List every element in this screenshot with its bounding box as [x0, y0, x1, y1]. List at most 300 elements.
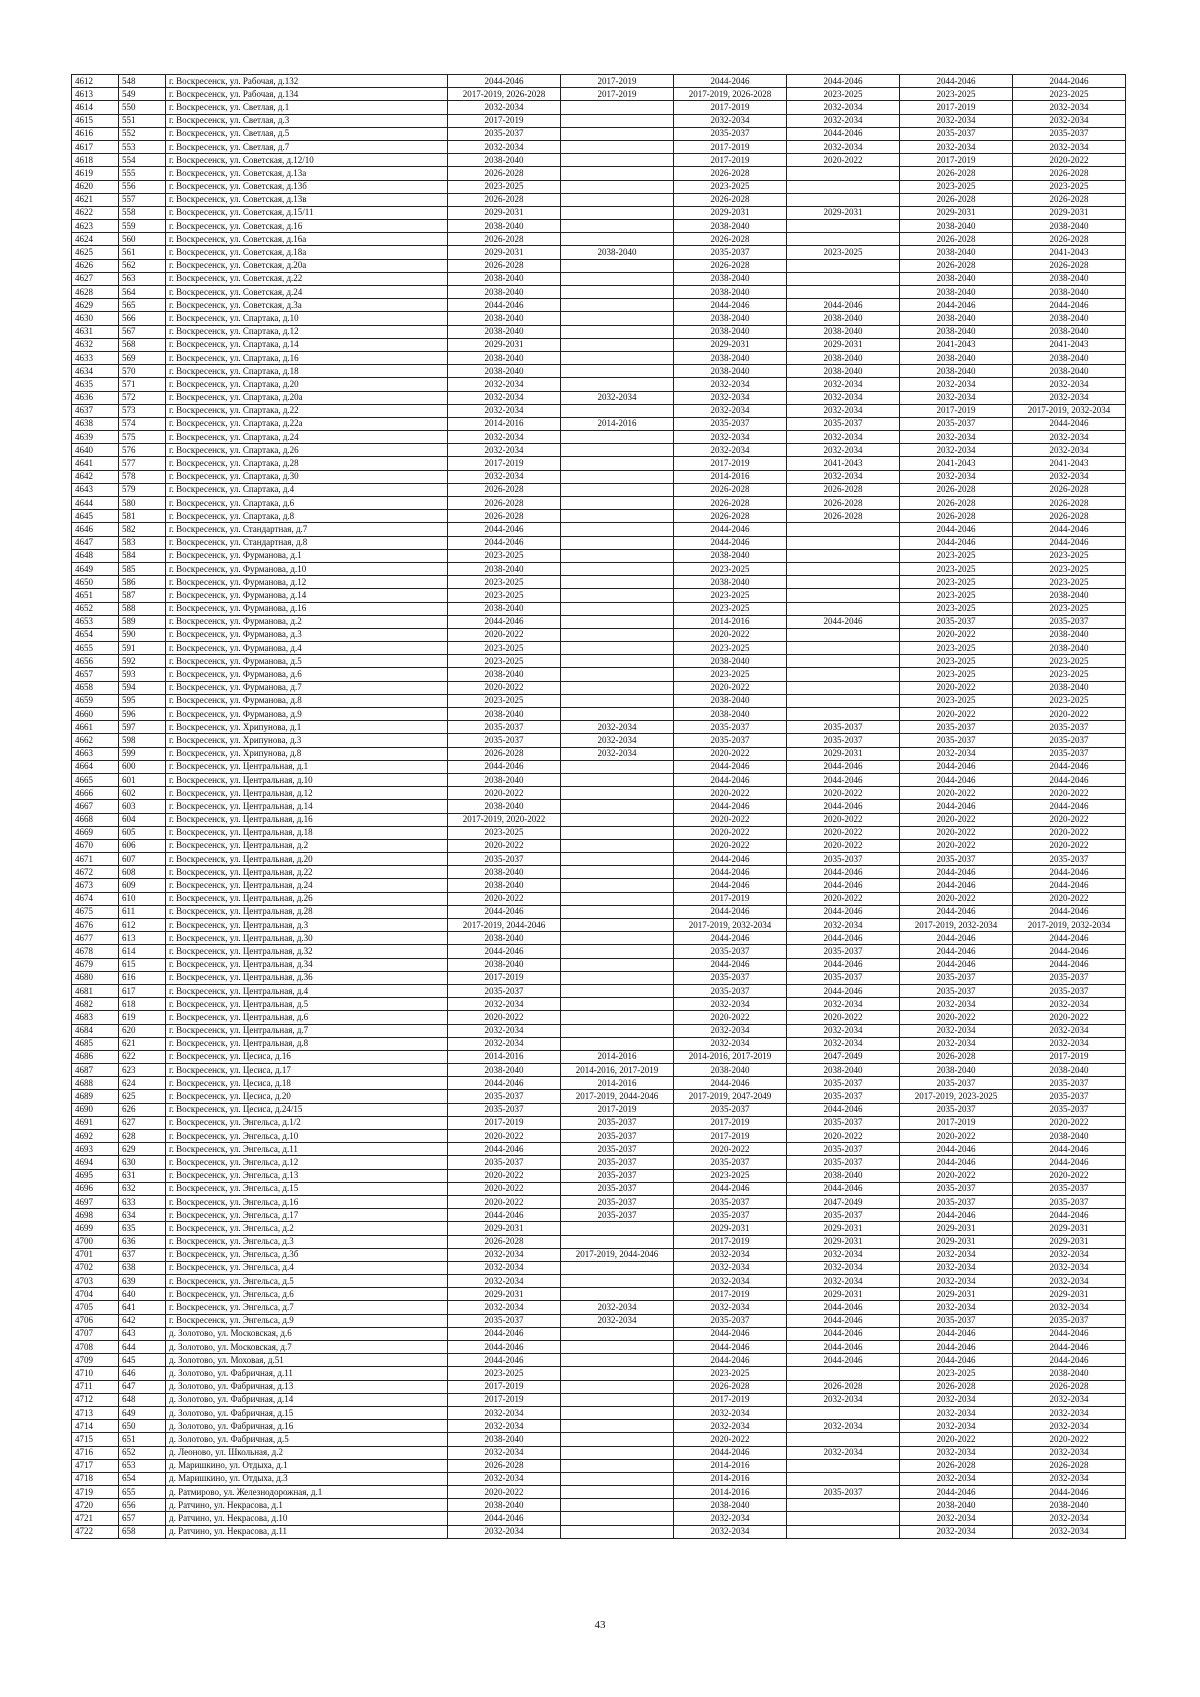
table-row [72, 1354, 1126, 1367]
period-4-cell [787, 233, 900, 246]
period-4-cell: 2044-2046 [787, 1341, 900, 1354]
table-row [72, 1116, 1126, 1129]
period-6-cell: 2026-2028 [1013, 193, 1126, 206]
row-number-cell: 4634 [72, 365, 119, 378]
item-number-cell: 607 [119, 853, 166, 866]
address-cell: г. Воскресенск, ул. Центральная, д.1 [166, 760, 448, 773]
row-number-cell: 4673 [72, 879, 119, 892]
item-number-cell: 625 [119, 1090, 166, 1103]
item-number-cell: 627 [119, 1116, 166, 1129]
period-4-cell: 2044-2046 [787, 1301, 900, 1314]
period-2-cell: 2035-2037 [561, 1182, 674, 1195]
item-number-cell: 600 [119, 760, 166, 773]
row-number-cell: 4658 [72, 681, 119, 694]
item-number-cell: 583 [119, 536, 166, 549]
table-row [72, 286, 1126, 299]
period-1-cell: 2032-2034 [448, 391, 561, 404]
period-1-cell: 2032-2034 [448, 1275, 561, 1288]
period-1-cell: 2023-2025 [448, 576, 561, 589]
period-4-cell: 2035-2037 [787, 1156, 900, 1169]
period-5-cell: 2032-2034 [900, 140, 1013, 153]
period-5-cell: 2038-2040 [900, 351, 1013, 364]
item-number-cell: 593 [119, 668, 166, 681]
address-cell: г. Воскресенск, ул. Советская, д.22 [166, 272, 448, 285]
table-row [72, 681, 1126, 694]
period-5-cell: 2044-2046 [900, 523, 1013, 536]
row-number-cell: 4652 [72, 602, 119, 615]
item-number-cell: 634 [119, 1209, 166, 1222]
period-1-cell: 2017-2019 [448, 114, 561, 127]
table-row [72, 1090, 1126, 1103]
address-cell: г. Воскресенск, ул. Спартака, д.12 [166, 325, 448, 338]
period-2-cell [561, 378, 674, 391]
period-6-cell: 2044-2046 [1013, 773, 1126, 786]
period-4-cell: 2044-2046 [787, 127, 900, 140]
period-3-cell: 2038-2040 [674, 1064, 787, 1077]
address-cell: г. Воскресенск, ул. Советская, д.13б [166, 180, 448, 193]
period-6-cell: 2044-2046 [1013, 536, 1126, 549]
period-1-cell: 2044-2046 [448, 536, 561, 549]
item-number-cell: 658 [119, 1525, 166, 1538]
address-cell: г. Воскресенск, ул. Спартака, д.24 [166, 431, 448, 444]
period-3-cell: 2023-2025 [674, 562, 787, 575]
table-row [72, 417, 1126, 430]
address-cell: г. Воскресенск, ул. Спартака, д.22 [166, 404, 448, 417]
period-5-cell: 2029-2031 [900, 206, 1013, 219]
table-row [72, 457, 1126, 470]
row-number-cell: 4640 [72, 444, 119, 457]
period-2-cell [561, 813, 674, 826]
period-4-cell [787, 589, 900, 602]
item-number-cell: 640 [119, 1288, 166, 1301]
row-number-cell: 4682 [72, 998, 119, 1011]
period-5-cell: 2044-2046 [900, 879, 1013, 892]
period-4-cell: 2026-2028 [787, 483, 900, 496]
table-row [72, 1327, 1126, 1340]
item-number-cell: 591 [119, 642, 166, 655]
table-row [72, 220, 1126, 233]
address-cell: г. Воскресенск, ул. Центральная, д.32 [166, 945, 448, 958]
period-3-cell: 2038-2040 [674, 708, 787, 721]
period-2-cell [561, 1222, 674, 1235]
period-1-cell: 2038-2040 [448, 286, 561, 299]
period-2-cell [561, 101, 674, 114]
row-number-cell: 4646 [72, 523, 119, 536]
period-2-cell [561, 615, 674, 628]
period-4-cell [787, 681, 900, 694]
address-cell: г. Воскресенск, ул. Советская, д.12/10 [166, 154, 448, 167]
period-3-cell: 2044-2046 [674, 523, 787, 536]
period-6-cell: 2032-2034 [1013, 1261, 1126, 1274]
period-4-cell [787, 536, 900, 549]
table-row [72, 1288, 1126, 1301]
period-3-cell: 2026-2028 [674, 510, 787, 523]
period-2-cell: 2032-2034 [561, 721, 674, 734]
row-number-cell: 4715 [72, 1433, 119, 1446]
row-number-cell: 4716 [72, 1446, 119, 1459]
period-1-cell: 2026-2028 [448, 1459, 561, 1472]
period-3-cell: 2044-2046 [674, 1182, 787, 1195]
period-6-cell: 2044-2046 [1013, 417, 1126, 430]
period-6-cell: 2044-2046 [1013, 1209, 1126, 1222]
period-5-cell: 2026-2028 [900, 259, 1013, 272]
period-1-cell: 2044-2046 [448, 1077, 561, 1090]
period-5-cell: 2035-2037 [900, 1195, 1013, 1208]
period-4-cell [787, 1406, 900, 1419]
row-number-cell: 4654 [72, 628, 119, 641]
period-6-cell: 2023-2025 [1013, 549, 1126, 562]
period-1-cell: 2023-2025 [448, 826, 561, 839]
period-5-cell: 2026-2028 [900, 1380, 1013, 1393]
period-2-cell [561, 800, 674, 813]
period-3-cell: 2044-2046 [674, 1077, 787, 1090]
period-3-cell: 2038-2040 [674, 365, 787, 378]
period-6-cell: 2038-2040 [1013, 589, 1126, 602]
period-4-cell: 2029-2031 [787, 1235, 900, 1248]
period-5-cell: 2038-2040 [900, 286, 1013, 299]
item-number-cell: 621 [119, 1037, 166, 1050]
period-3-cell: 2035-2037 [674, 721, 787, 734]
period-1-cell: 2026-2028 [448, 747, 561, 760]
row-number-cell: 4632 [72, 338, 119, 351]
period-1-cell: 2038-2040 [448, 958, 561, 971]
period-4-cell [787, 628, 900, 641]
item-number-cell: 608 [119, 866, 166, 879]
row-number-cell: 4721 [72, 1512, 119, 1525]
period-2-cell [561, 404, 674, 417]
address-cell: г. Воскресенск, ул. Энгельса, д.4 [166, 1261, 448, 1274]
table-row [72, 958, 1126, 971]
table-row [72, 1143, 1126, 1156]
period-1-cell: 2044-2046 [448, 760, 561, 773]
address-cell: г. Воскресенск, ул. Советская, д.16а [166, 233, 448, 246]
period-2-cell: 2014-2016 [561, 1050, 674, 1063]
address-cell: г. Воскресенск, ул. Стандартная, д.7 [166, 523, 448, 536]
period-6-cell: 2035-2037 [1013, 615, 1126, 628]
address-cell: г. Воскресенск, ул. Центральная, д.28 [166, 905, 448, 918]
address-cell: г. Воскресенск, ул. Центральная, д.18 [166, 826, 448, 839]
item-number-cell: 605 [119, 826, 166, 839]
table-row [72, 180, 1126, 193]
period-6-cell: 2032-2034 [1013, 1406, 1126, 1419]
item-number-cell: 582 [119, 523, 166, 536]
period-5-cell: 2017-2019 [900, 1116, 1013, 1129]
row-number-cell: 4619 [72, 167, 119, 180]
period-4-cell [787, 668, 900, 681]
period-2-cell [561, 919, 674, 932]
period-6-cell: 2035-2037 [1013, 1077, 1126, 1090]
row-number-cell: 4667 [72, 800, 119, 813]
period-3-cell: 2044-2046 [674, 75, 787, 88]
period-2-cell: 2032-2034 [561, 1314, 674, 1327]
period-4-cell: 2038-2040 [787, 351, 900, 364]
address-cell: г. Воскресенск, ул. Фурманова, д.14 [166, 589, 448, 602]
period-1-cell: 2032-2034 [448, 444, 561, 457]
period-4-cell [787, 655, 900, 668]
period-4-cell: 2032-2034 [787, 1037, 900, 1050]
item-number-cell: 619 [119, 1011, 166, 1024]
period-3-cell: 2038-2040 [674, 220, 787, 233]
address-cell: г. Воскресенск, ул. Хрипунова, д.1 [166, 721, 448, 734]
address-cell: г. Воскресенск, ул. Энгельса, д.3 [166, 1235, 448, 1248]
period-6-cell: 2038-2040 [1013, 1064, 1126, 1077]
period-5-cell: 2020-2022 [900, 813, 1013, 826]
period-6-cell: 2044-2046 [1013, 800, 1126, 813]
period-5-cell: 2035-2037 [900, 1182, 1013, 1195]
item-number-cell: 597 [119, 721, 166, 734]
period-5-cell: 2038-2040 [900, 1499, 1013, 1512]
period-3-cell: 2035-2037 [674, 1209, 787, 1222]
table-row [72, 483, 1126, 496]
period-1-cell: 2020-2022 [448, 1130, 561, 1143]
item-number-cell: 637 [119, 1248, 166, 1261]
period-3-cell: 2026-2028 [674, 497, 787, 510]
period-2-cell: 2035-2037 [561, 1143, 674, 1156]
period-3-cell: 2032-2034 [674, 1275, 787, 1288]
period-2-cell [561, 708, 674, 721]
period-3-cell: 2014-2016 [674, 1459, 787, 1472]
period-4-cell: 2038-2040 [787, 1169, 900, 1182]
period-6-cell: 2020-2022 [1013, 1116, 1126, 1129]
period-3-cell: 2044-2046 [674, 879, 787, 892]
period-5-cell: 2023-2025 [900, 602, 1013, 615]
period-2-cell [561, 892, 674, 905]
period-5-cell: 2026-2028 [900, 167, 1013, 180]
period-4-cell: 2020-2022 [787, 154, 900, 167]
row-number-cell: 4704 [72, 1288, 119, 1301]
row-number-cell: 4717 [72, 1459, 119, 1472]
table-row [72, 312, 1126, 325]
period-1-cell: 2035-2037 [448, 1103, 561, 1116]
item-number-cell: 552 [119, 127, 166, 140]
period-4-cell: 2044-2046 [787, 615, 900, 628]
period-5-cell: 2026-2028 [900, 1459, 1013, 1472]
period-5-cell: 2020-2022 [900, 787, 1013, 800]
period-4-cell: 2029-2031 [787, 1222, 900, 1235]
address-cell: г. Воскресенск, ул. Энгельса, д.6 [166, 1288, 448, 1301]
period-1-cell: 2029-2031 [448, 206, 561, 219]
period-1-cell: 2044-2046 [448, 905, 561, 918]
item-number-cell: 578 [119, 470, 166, 483]
period-2-cell: 2014-2016, 2017-2019 [561, 1064, 674, 1077]
table-row [72, 536, 1126, 549]
period-4-cell: 2041-2043 [787, 457, 900, 470]
period-5-cell: 2023-2025 [900, 549, 1013, 562]
item-number-cell: 550 [119, 101, 166, 114]
period-2-cell [561, 932, 674, 945]
period-6-cell: 2026-2028 [1013, 233, 1126, 246]
period-2-cell [561, 431, 674, 444]
table-row [72, 826, 1126, 839]
period-4-cell: 2029-2031 [787, 747, 900, 760]
row-number-cell: 4676 [72, 919, 119, 932]
row-number-cell: 4647 [72, 536, 119, 549]
address-cell: г. Воскресенск, ул. Советская, д.13в [166, 193, 448, 206]
period-6-cell: 2032-2034 [1013, 101, 1126, 114]
period-2-cell [561, 1393, 674, 1406]
period-6-cell: 2032-2034 [1013, 140, 1126, 153]
period-5-cell: 2032-2034 [900, 747, 1013, 760]
period-5-cell: 2020-2022 [900, 681, 1013, 694]
period-2-cell [561, 351, 674, 364]
period-6-cell: 2035-2037 [1013, 984, 1126, 997]
table-row [72, 1275, 1126, 1288]
period-3-cell: 2038-2040 [674, 549, 787, 562]
period-6-cell: 2020-2022 [1013, 1433, 1126, 1446]
period-4-cell: 2020-2022 [787, 839, 900, 852]
row-number-cell: 4689 [72, 1090, 119, 1103]
period-4-cell [787, 180, 900, 193]
row-number-cell: 4710 [72, 1367, 119, 1380]
address-cell: г. Воскресенск, ул. Цесиса, д.18 [166, 1077, 448, 1090]
period-4-cell: 2047-2049 [787, 1195, 900, 1208]
row-number-cell: 4622 [72, 206, 119, 219]
item-number-cell: 633 [119, 1195, 166, 1208]
address-cell: д. Золотово, ул. Фабричная, д.14 [166, 1393, 448, 1406]
table-row [72, 1235, 1126, 1248]
period-6-cell: 2026-2028 [1013, 497, 1126, 510]
row-number-cell: 4722 [72, 1525, 119, 1538]
address-cell: г. Воскресенск, ул. Цесиса, д.24/15 [166, 1103, 448, 1116]
period-3-cell: 2026-2028 [674, 193, 787, 206]
address-cell: г. Воскресенск, ул. Спартака, д.16 [166, 351, 448, 364]
period-2-cell [561, 1261, 674, 1274]
period-5-cell: 2032-2034 [900, 1472, 1013, 1485]
address-cell: г. Воскресенск, ул. Энгельса, д.10 [166, 1130, 448, 1143]
period-6-cell: 2044-2046 [1013, 1354, 1126, 1367]
item-number-cell: 641 [119, 1301, 166, 1314]
row-number-cell: 4628 [72, 286, 119, 299]
period-1-cell: 2035-2037 [448, 984, 561, 997]
period-1-cell: 2023-2025 [448, 642, 561, 655]
item-number-cell: 615 [119, 958, 166, 971]
period-3-cell: 2020-2022 [674, 681, 787, 694]
table-body [72, 75, 1126, 1539]
table-row [72, 431, 1126, 444]
period-4-cell: 2026-2028 [787, 510, 900, 523]
address-cell: г. Воскресенск, ул. Спартака, д.14 [166, 338, 448, 351]
table-row [72, 1261, 1126, 1274]
period-3-cell: 2035-2037 [674, 1103, 787, 1116]
period-2-cell [561, 879, 674, 892]
period-4-cell: 2029-2031 [787, 206, 900, 219]
period-5-cell: 2020-2022 [900, 1011, 1013, 1024]
row-number-cell: 4703 [72, 1275, 119, 1288]
period-2-cell [561, 602, 674, 615]
row-number-cell: 4702 [72, 1261, 119, 1274]
period-4-cell [787, 562, 900, 575]
period-1-cell: 2044-2046 [448, 1341, 561, 1354]
period-4-cell: 2035-2037 [787, 945, 900, 958]
period-5-cell: 2044-2046 [900, 1354, 1013, 1367]
period-1-cell: 2032-2034 [448, 1261, 561, 1274]
period-1-cell: 2035-2037 [448, 1090, 561, 1103]
period-2-cell [561, 193, 674, 206]
period-1-cell: 2020-2022 [448, 1182, 561, 1195]
row-number-cell: 4686 [72, 1050, 119, 1063]
period-6-cell: 2044-2046 [1013, 760, 1126, 773]
period-3-cell: 2017-2019 [674, 101, 787, 114]
period-6-cell: 2044-2046 [1013, 879, 1126, 892]
period-5-cell: 2038-2040 [900, 272, 1013, 285]
period-6-cell: 2038-2040 [1013, 642, 1126, 655]
period-4-cell: 2044-2046 [787, 932, 900, 945]
table-row [72, 549, 1126, 562]
period-2-cell [561, 1024, 674, 1037]
period-1-cell: 2038-2040 [448, 879, 561, 892]
address-cell: г. Воскресенск, ул. Светлая, д.1 [166, 101, 448, 114]
period-6-cell: 2032-2034 [1013, 1446, 1126, 1459]
period-4-cell: 2026-2028 [787, 497, 900, 510]
period-5-cell: 2029-2031 [900, 1288, 1013, 1301]
period-4-cell: 2032-2034 [787, 1275, 900, 1288]
period-5-cell: 2032-2034 [900, 1024, 1013, 1037]
period-4-cell [787, 193, 900, 206]
period-3-cell: 2014-2016, 2017-2019 [674, 1050, 787, 1063]
table-row [72, 628, 1126, 641]
period-3-cell: 2032-2034 [674, 114, 787, 127]
period-5-cell: 2035-2037 [900, 734, 1013, 747]
address-cell: д. Ратчино, ул. Некрасова, д.10 [166, 1512, 448, 1525]
period-1-cell: 2017-2019, 2044-2046 [448, 919, 561, 932]
period-3-cell: 2035-2037 [674, 945, 787, 958]
period-1-cell: 2026-2028 [448, 1235, 561, 1248]
period-1-cell: 2020-2022 [448, 1011, 561, 1024]
period-5-cell: 2035-2037 [900, 853, 1013, 866]
row-number-cell: 4708 [72, 1341, 119, 1354]
row-number-cell: 4719 [72, 1486, 119, 1499]
table-row [72, 75, 1126, 88]
period-4-cell [787, 602, 900, 615]
row-number-cell: 4707 [72, 1327, 119, 1340]
item-number-cell: 645 [119, 1354, 166, 1367]
table-row [72, 1169, 1126, 1182]
period-1-cell: 2035-2037 [448, 734, 561, 747]
table-row [72, 338, 1126, 351]
period-3-cell: 2032-2034 [674, 1301, 787, 1314]
row-number-cell: 4684 [72, 1024, 119, 1037]
period-1-cell: 2035-2037 [448, 853, 561, 866]
item-number-cell: 656 [119, 1499, 166, 1512]
period-2-cell [561, 1446, 674, 1459]
address-cell: г. Воскресенск, ул. Советская, д.20а [166, 259, 448, 272]
item-number-cell: 611 [119, 905, 166, 918]
period-2-cell [561, 655, 674, 668]
period-3-cell: 2032-2034 [674, 1420, 787, 1433]
period-3-cell: 2017-2019, 2026-2028 [674, 88, 787, 101]
address-cell: г. Воскресенск, ул. Центральная, д.20 [166, 853, 448, 866]
item-number-cell: 624 [119, 1077, 166, 1090]
row-number-cell: 4649 [72, 562, 119, 575]
period-6-cell: 2032-2034 [1013, 1525, 1126, 1538]
item-number-cell: 592 [119, 655, 166, 668]
period-1-cell: 2029-2031 [448, 338, 561, 351]
period-6-cell: 2044-2046 [1013, 1143, 1126, 1156]
item-number-cell: 568 [119, 338, 166, 351]
row-number-cell: 4662 [72, 734, 119, 747]
table-row [72, 905, 1126, 918]
period-6-cell: 2035-2037 [1013, 1090, 1126, 1103]
period-2-cell [561, 1433, 674, 1446]
period-3-cell: 2038-2040 [674, 655, 787, 668]
item-number-cell: 647 [119, 1380, 166, 1393]
address-cell: г. Воскресенск, ул. Энгельса, д.17 [166, 1209, 448, 1222]
row-number-cell: 4691 [72, 1116, 119, 1129]
period-2-cell [561, 681, 674, 694]
period-2-cell [561, 694, 674, 707]
period-6-cell: 2029-2031 [1013, 1235, 1126, 1248]
period-5-cell: 2026-2028 [900, 193, 1013, 206]
